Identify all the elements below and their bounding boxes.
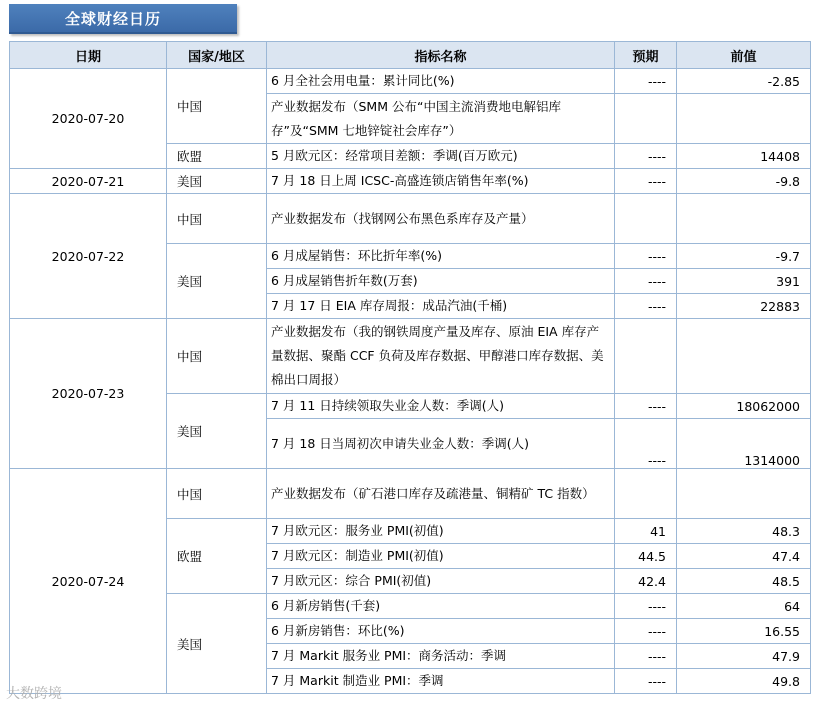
header-country: 国家/地区 bbox=[167, 42, 267, 69]
indicator-cell: 7 月欧元区：服务业 PMI(初值) bbox=[267, 519, 615, 544]
table-row bbox=[10, 469, 811, 519]
previous-cell: 64 bbox=[677, 594, 811, 619]
header-previous: 前值 bbox=[677, 42, 811, 69]
table-row bbox=[10, 169, 811, 194]
indicator-cell: 7 月 17 日 EIA 库存周报：成品汽油(千桶) bbox=[267, 294, 615, 319]
header-indicator: 指标名称 bbox=[267, 42, 615, 69]
country-cell: 欧盟 bbox=[167, 519, 267, 594]
page-title: 全球财经日历 bbox=[65, 10, 162, 28]
indicator-cell: 6 月全社会用电量：累计同比(%) bbox=[267, 69, 615, 94]
previous-cell: 48.3 bbox=[677, 519, 811, 544]
forecast-cell: ---- bbox=[615, 419, 677, 469]
indicator-cell: 产业数据发布（SMM 公布“中国主流消费地电解铝库存”及“SMM 七地锌锭社会库存”） bbox=[267, 94, 615, 144]
title-banner bbox=[9, 4, 237, 34]
indicator-cell: 6 月新房销售(千套) bbox=[267, 594, 615, 619]
date-cell: 2020-07-21 bbox=[10, 169, 167, 194]
date-cell: 2020-07-22 bbox=[10, 194, 167, 319]
country-cell: 中国 bbox=[167, 69, 267, 144]
header-row bbox=[10, 42, 811, 69]
previous-cell: -2.85 bbox=[677, 69, 811, 94]
previous-cell bbox=[677, 469, 811, 519]
previous-cell: 47.4 bbox=[677, 544, 811, 569]
country-cell: 中国 bbox=[167, 319, 267, 394]
header-forecast: 预期 bbox=[615, 42, 677, 69]
forecast-cell bbox=[615, 194, 677, 244]
previous-cell bbox=[677, 319, 811, 394]
indicator-cell: 7 月 11 日持续领取失业金人数：季调(人) bbox=[267, 394, 615, 419]
indicator-cell: 5 月欧元区：经常项目差额：季调(百万欧元) bbox=[267, 144, 615, 169]
forecast-cell: ---- bbox=[615, 69, 677, 94]
forecast-cell: ---- bbox=[615, 394, 677, 419]
country-cell: 美国 bbox=[167, 244, 267, 319]
table-row bbox=[10, 319, 811, 394]
indicator-cell: 6 月新房销售：环比(%) bbox=[267, 619, 615, 644]
forecast-cell: ---- bbox=[615, 619, 677, 644]
forecast-cell: 41 bbox=[615, 519, 677, 544]
indicator-cell: 产业数据发布（我的钢铁周度产量及库存、原油 EIA 库存产量数据、聚酯 CCF 负荷及库存数据、甲醇港口库存数据、美棉出口周报） bbox=[267, 319, 615, 394]
country-cell: 美国 bbox=[167, 394, 267, 469]
indicator-cell: 7 月 Markit 制造业 PMI：季调 bbox=[267, 669, 615, 694]
forecast-cell: ---- bbox=[615, 244, 677, 269]
previous-cell: 47.9 bbox=[677, 644, 811, 669]
date-cell: 2020-07-24 bbox=[10, 469, 167, 694]
country-cell: 欧盟 bbox=[167, 144, 267, 169]
forecast-cell: ---- bbox=[615, 269, 677, 294]
date-cell: 2020-07-20 bbox=[10, 69, 167, 169]
indicator-cell: 产业数据发布（矿石港口库存及疏港量、铜精矿 TC 指数） bbox=[267, 469, 615, 519]
table-row bbox=[10, 194, 811, 244]
country-cell: 美国 bbox=[167, 594, 267, 694]
indicator-cell: 7 月 18 日当周初次申请失业金人数：季调(人) bbox=[267, 419, 615, 469]
country-cell: 中国 bbox=[167, 469, 267, 519]
previous-cell: 48.5 bbox=[677, 569, 811, 594]
indicator-cell: 7 月 Markit 服务业 PMI：商务活动：季调 bbox=[267, 644, 615, 669]
previous-cell: 1314000 bbox=[677, 419, 811, 469]
watermark: 大数跨境 bbox=[6, 686, 62, 702]
indicator-cell: 7 月欧元区：综合 PMI(初值) bbox=[267, 569, 615, 594]
previous-cell: -9.8 bbox=[677, 169, 811, 194]
indicator-cell: 7 月欧元区：制造业 PMI(初值) bbox=[267, 544, 615, 569]
previous-cell bbox=[677, 94, 811, 144]
previous-cell: 391 bbox=[677, 269, 811, 294]
forecast-cell: ---- bbox=[615, 169, 677, 194]
previous-cell: 49.8 bbox=[677, 669, 811, 694]
forecast-cell: ---- bbox=[615, 669, 677, 694]
forecast-cell: 42.4 bbox=[615, 569, 677, 594]
forecast-cell: ---- bbox=[615, 594, 677, 619]
previous-cell bbox=[677, 194, 811, 244]
previous-cell: 22883 bbox=[677, 294, 811, 319]
forecast-cell bbox=[615, 319, 677, 394]
indicator-cell: 产业数据发布（找钢网公布黑色系库存及产量） bbox=[267, 194, 615, 244]
forecast-cell bbox=[615, 94, 677, 144]
previous-cell: -9.7 bbox=[677, 244, 811, 269]
forecast-cell: ---- bbox=[615, 644, 677, 669]
country-cell: 美国 bbox=[167, 169, 267, 194]
indicator-cell: 6 月成屋销售折年数(万套) bbox=[267, 269, 615, 294]
calendar-table bbox=[9, 41, 811, 694]
forecast-cell: 44.5 bbox=[615, 544, 677, 569]
header-date: 日期 bbox=[10, 42, 167, 69]
forecast-cell: ---- bbox=[615, 144, 677, 169]
date-cell: 2020-07-23 bbox=[10, 319, 167, 469]
previous-cell: 14408 bbox=[677, 144, 811, 169]
previous-cell: 18062000 bbox=[677, 394, 811, 419]
forecast-cell: ---- bbox=[615, 294, 677, 319]
table-row bbox=[10, 69, 811, 94]
indicator-cell: 6 月成屋销售：环比折年率(%) bbox=[267, 244, 615, 269]
indicator-cell: 7 月 18 日上周 ICSC-高盛连锁店销售年率(%) bbox=[267, 169, 615, 194]
previous-cell: 16.55 bbox=[677, 619, 811, 644]
country-cell: 中国 bbox=[167, 194, 267, 244]
forecast-cell bbox=[615, 469, 677, 519]
